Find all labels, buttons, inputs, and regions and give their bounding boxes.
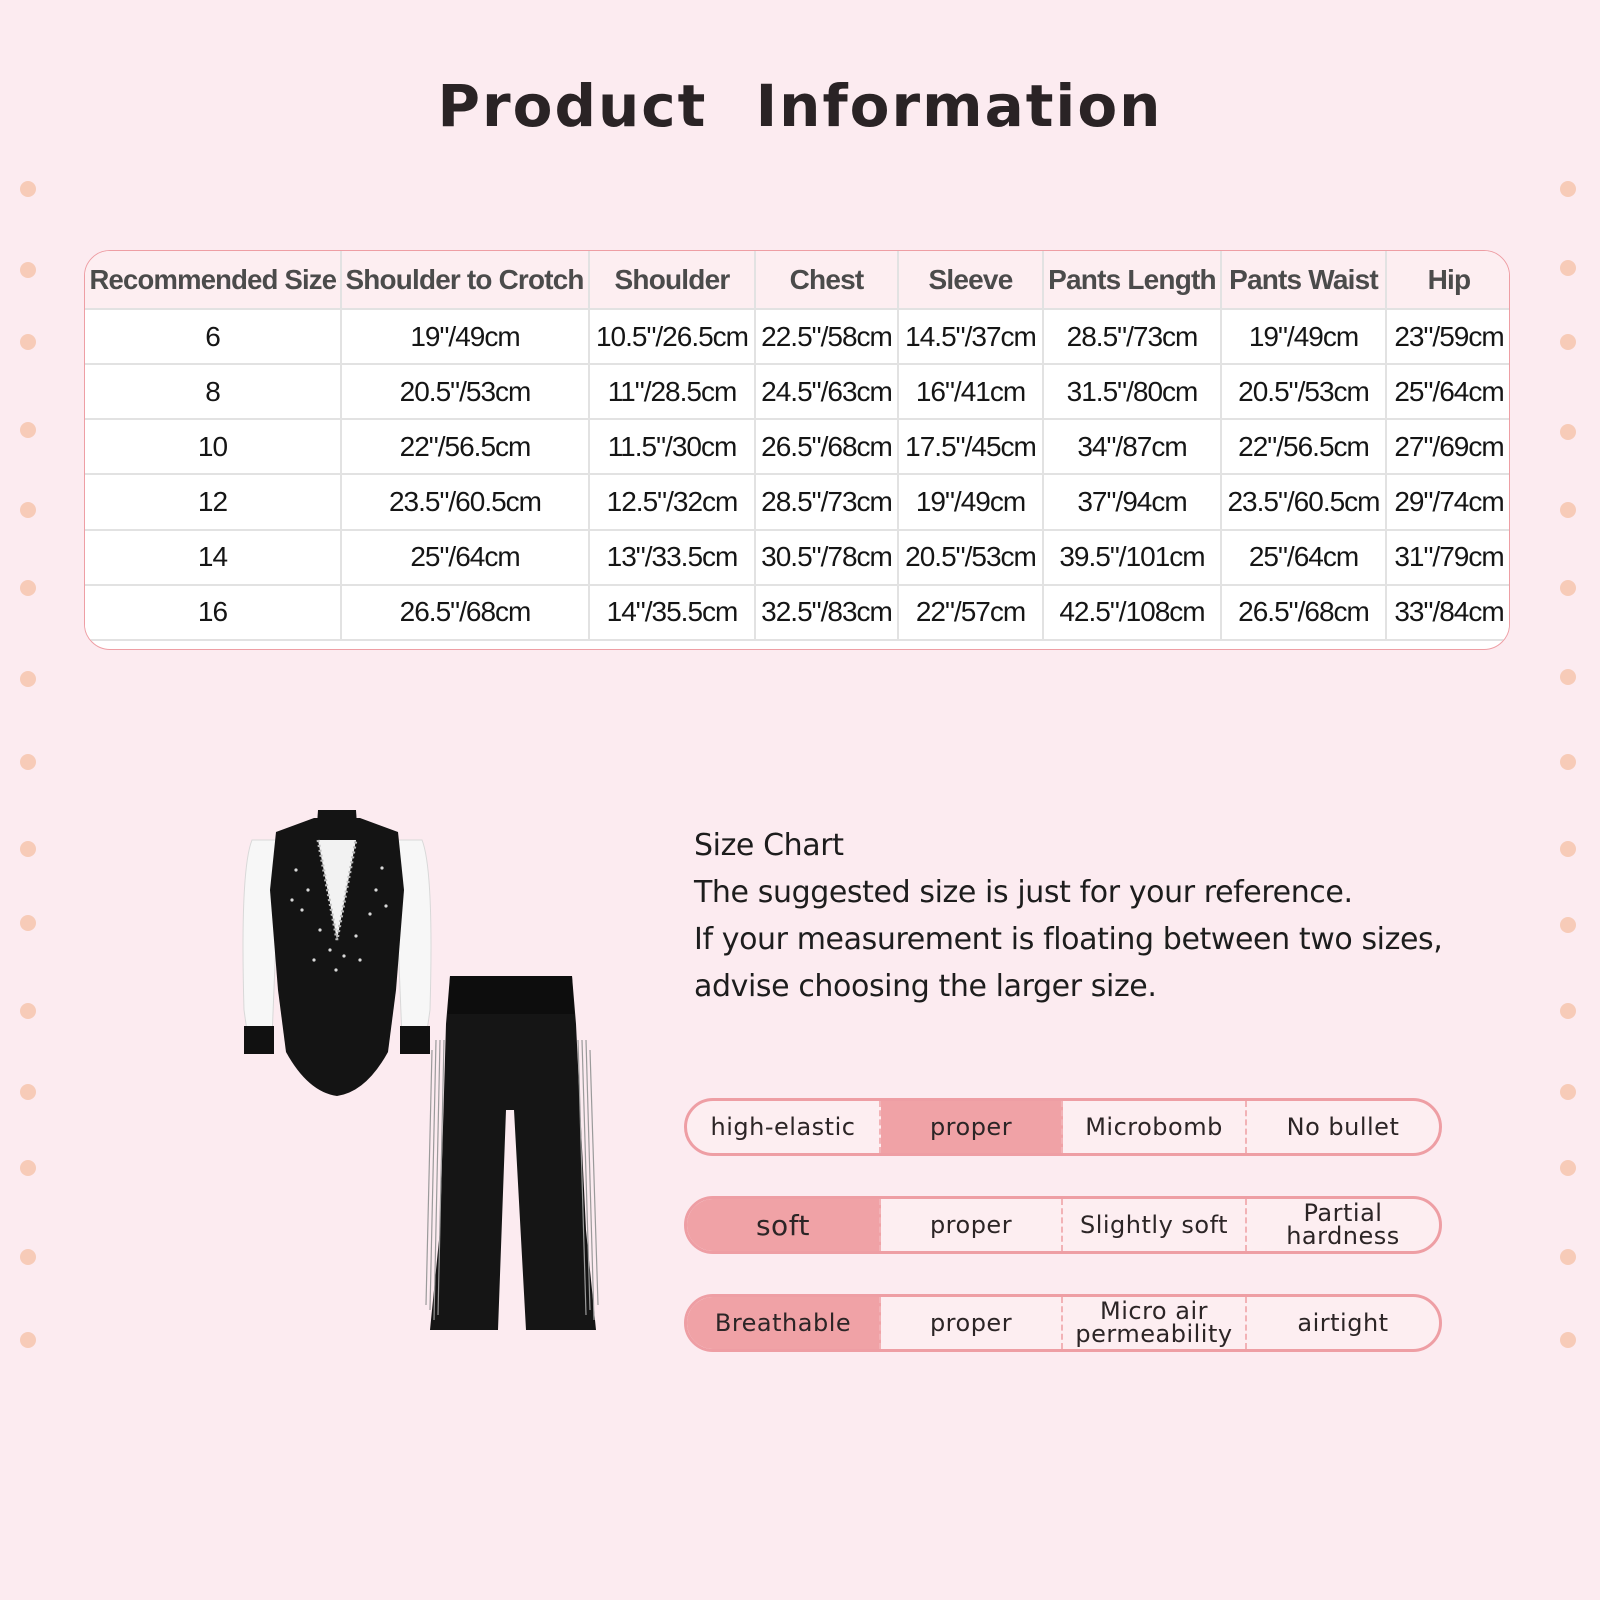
measurement-cell: 25"/64cm [1221,530,1386,585]
decor-dot [1560,669,1576,685]
info-text: advise choosing the larger size. [694,969,1157,1004]
measurement-cell: 26.5"/68cm [755,419,898,474]
decor-dot [1560,334,1576,350]
decor-dot [1560,754,1576,770]
rating-option: airtight [1297,1308,1389,1337]
column-header: Shoulder [589,251,755,309]
leotard-image [243,810,431,1096]
decor-dot [1560,917,1576,933]
size-cell: 12 [85,474,341,529]
decor-dot [1560,841,1576,857]
measurement-cell: 11.5"/30cm [589,419,755,474]
size-table-card [84,250,1510,650]
size-table [85,251,1510,641]
decor-dot [20,671,36,687]
decor-dot [1560,1003,1576,1019]
decor-dot [20,181,36,197]
measurement-cell: 17.5"/45cm [898,419,1043,474]
breathability-rating-bar [684,1294,1442,1352]
measurement-cell: 16"/41cm [898,364,1043,419]
size-cell: 10 [85,419,341,474]
measurement-cell: 10.5"/26.5cm [589,309,755,364]
measurement-cell: 28.5"/73cm [755,474,898,529]
info-text: The suggested size is just for your reference. [694,875,1353,910]
size-chart-info [694,822,1514,1010]
decor-dot [20,502,36,518]
measurement-cell: 22"/56.5cm [341,419,589,474]
measurement-cell: 23.5"/60.5cm [1221,474,1386,529]
table-row [85,474,1510,529]
size-table-body [85,309,1510,640]
decor-dot [20,422,36,438]
decor-dot [20,1084,36,1100]
table-row [85,585,1510,640]
measurement-cell: 28.5"/73cm [1043,309,1221,364]
rating-option: Microbomb [1063,1101,1247,1153]
decor-dot [20,1160,36,1176]
measurement-cell: 31"/79cm [1386,530,1510,585]
decor-dot [1560,181,1576,197]
info-text: If your measurement is floating between two sizes, [694,922,1443,957]
measurement-cell: 13"/33.5cm [589,530,755,585]
rating-option: high-elastic [687,1101,881,1153]
measurement-cell: 19"/49cm [898,474,1043,529]
rating-option: Partial hardness [1286,1199,1400,1250]
table-row [85,309,1510,364]
decor-dot [1560,260,1576,276]
measurement-cell: 23"/59cm [1386,309,1510,364]
product-image [236,810,616,1370]
measurement-cell: 25"/64cm [1386,364,1510,419]
column-header: Shoulder to Crotch [341,251,589,309]
decor-dot [1560,1249,1576,1265]
measurement-cell: 23.5"/60.5cm [341,474,589,529]
measurement-cell: 32.5"/83cm [755,585,898,640]
column-header: Sleeve [898,251,1043,309]
measurement-cell: 31.5"/80cm [1043,364,1221,419]
elasticity-rating-bar [684,1098,1442,1156]
column-header: Pants Waist [1221,251,1386,309]
measurement-cell: 22.5"/58cm [755,309,898,364]
measurement-cell: 27"/69cm [1386,419,1510,474]
size-cell: 14 [85,530,341,585]
measurement-cell: 22"/56.5cm [1221,419,1386,474]
measurement-cell: 29"/74cm [1386,474,1510,529]
decor-dot [20,1003,36,1019]
column-header: Pants Length [1043,251,1221,309]
rating-option: Micro air permeability [1063,1297,1247,1349]
rating-option-selected: proper [881,1101,1063,1153]
size-cell: 6 [85,309,341,364]
measurement-cell: 26.5"/68cm [1221,585,1386,640]
rating-option: No bullet [1286,1112,1400,1141]
decor-dot [20,915,36,931]
measurement-cell: 25"/64cm [341,530,589,585]
size-cell: 8 [85,364,341,419]
decor-dot [20,334,36,350]
measurement-cell: 39.5"/101cm [1043,530,1221,585]
decor-dot [1560,580,1576,596]
size-cell: 16 [85,585,341,640]
measurement-cell: 14"/35.5cm [589,585,755,640]
measurement-cell: 24.5"/63cm [755,364,898,419]
decor-dot [1560,502,1576,518]
column-header: Chest [755,251,898,309]
table-row [85,364,1510,419]
dots-left [20,0,40,1600]
table-row [85,419,1510,474]
rating-option-selected: Breathable [687,1297,881,1349]
measurement-cell: 37"/94cm [1043,474,1221,529]
decor-dot [20,580,36,596]
column-header: Recommended Size [85,251,341,309]
column-header: Hip [1386,251,1510,309]
measurement-cell: 11"/28.5cm [589,364,755,419]
measurement-cell: 22"/57cm [898,585,1043,640]
decor-dot [20,841,36,857]
decor-dot [20,1332,36,1348]
measurement-cell: 12.5"/32cm [589,474,755,529]
measurement-cell: 20.5"/53cm [1221,364,1386,419]
measurement-cell: 19"/49cm [1221,309,1386,364]
decor-dot [1560,1084,1576,1100]
info-heading: Size Chart [694,828,844,863]
measurement-cell: 26.5"/68cm [341,585,589,640]
measurement-cell: 42.5"/108cm [1043,585,1221,640]
rating-option: proper [881,1297,1063,1349]
decor-dot [1560,424,1576,440]
measurement-cell: 34"/87cm [1043,419,1221,474]
measurement-cell: 30.5"/78cm [755,530,898,585]
pants-image [426,976,598,1330]
table-header-row [85,251,1510,309]
measurement-cell: 20.5"/53cm [341,364,589,419]
page-title: Product Information [437,72,1163,140]
rating-option: proper [881,1199,1063,1251]
rating-option: Slightly soft [1063,1199,1247,1251]
measurement-cell: 20.5"/53cm [898,530,1043,585]
decor-dot [20,262,36,278]
softness-rating-bar [684,1196,1442,1254]
measurement-cell: 19"/49cm [341,309,589,364]
decor-dot [1560,1160,1576,1176]
table-row [85,530,1510,585]
decor-dot [20,1249,36,1265]
dots-right [1560,0,1580,1600]
decor-dot [20,754,36,770]
rating-option-selected: soft [687,1199,881,1251]
measurement-cell: 14.5"/37cm [898,309,1043,364]
decor-dot [1560,1332,1576,1348]
measurement-cell: 33"/84cm [1386,585,1510,640]
